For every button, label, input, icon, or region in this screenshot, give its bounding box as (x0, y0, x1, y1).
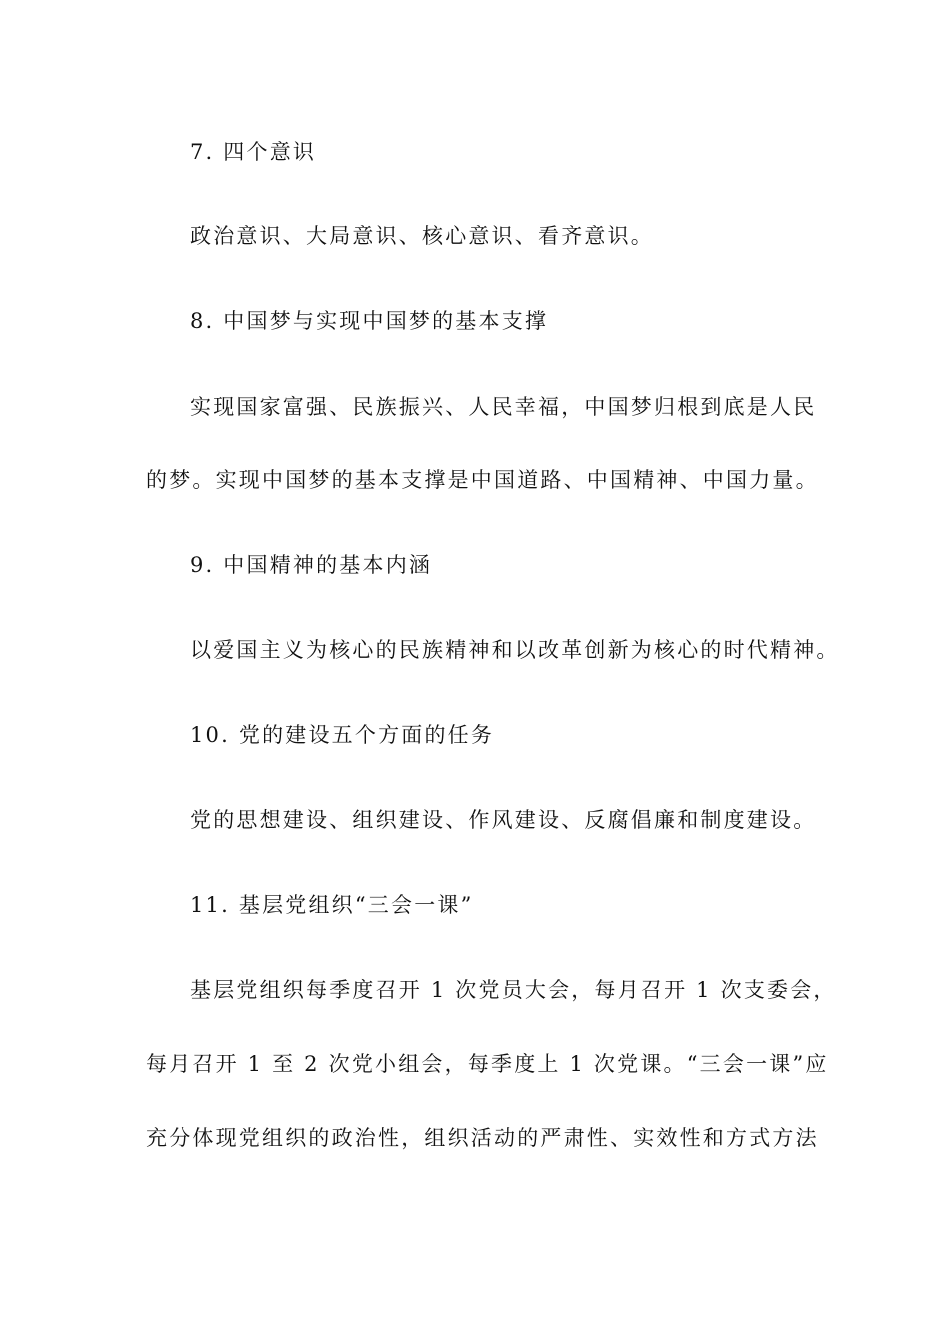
section-9-heading: 9. 中国精神的基本内涵 (190, 553, 433, 577)
section-11-body-line-3: 充分体现党组织的政治性，组织活动的严肃性、实效性和方式方法 (146, 1126, 819, 1150)
section-8-body-line-2: 的梦。实现中国梦的基本支撑是中国道路、中国精神、中国力量。 (146, 468, 819, 492)
section-8-heading: 8. 中国梦与实现中国梦的基本支撑 (190, 309, 549, 333)
section-11-body-line-1: 基层党组织每季度召开 1 次党员大会，每月召开 1 次支委会， (190, 978, 837, 1002)
section-11-body-line-2: 每月召开 1 至 2 次党小组会，每季度上 1 次党课。“三会一课”应 (146, 1052, 829, 1076)
section-8-body-line-1: 实现国家富强、民族振兴、人民幸福，中国梦归根到底是人民 (190, 395, 817, 419)
section-10-heading: 10. 党的建设五个方面的任务 (190, 723, 495, 747)
section-7-body-line-1: 政治意识、大局意识、核心意识、看齐意识。 (190, 224, 654, 248)
section-7-heading: 7. 四个意识 (190, 140, 317, 164)
section-9-body-line-1: 以爱国主义为核心的民族精神和以改革创新为核心的时代精神。 (190, 638, 840, 662)
section-11-heading: 11. 基层党组织“三会一课” (190, 893, 474, 917)
section-10-body-line-1: 党的思想建设、组织建设、作风建设、反腐倡廉和制度建设。 (190, 808, 817, 832)
